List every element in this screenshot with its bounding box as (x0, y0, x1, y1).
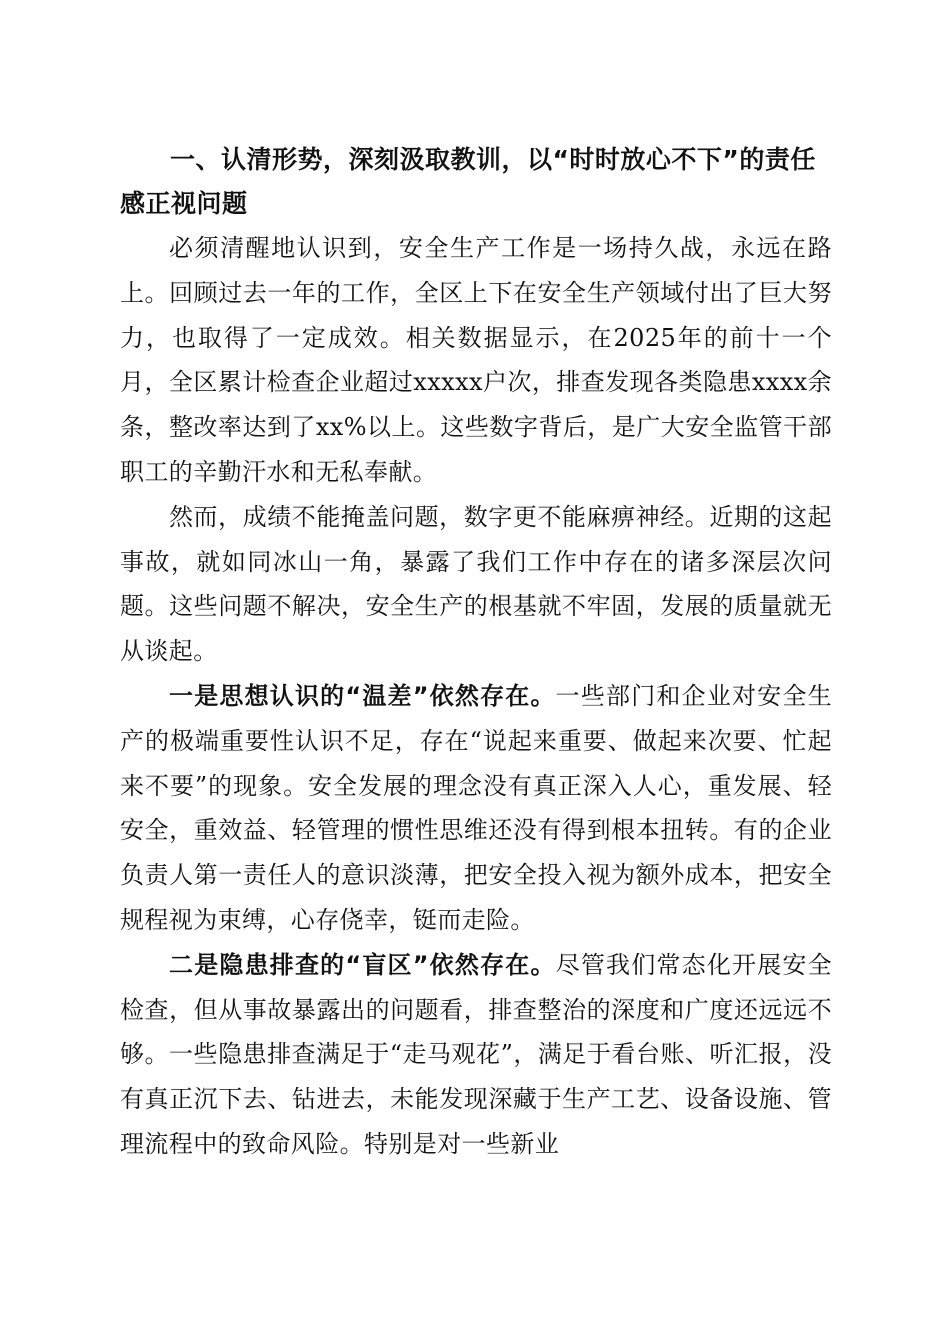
paragraph-blind-spot (120, 943, 832, 1167)
paragraph-problems (120, 495, 832, 674)
document-page (120, 138, 832, 1167)
paragraph-text: 必须清醒地认识到，安全生产工作是一场持久战，永远在路上。回顾过去一年的工作，全区上下在安全生产领域付出了巨大努力，也取得了一定成效。相关数据显示，在2025年的前十一个月，全区累计检查企业超过xxxxx户次，排查发现各类隐患xxxx余条，整改率达到了xx%以上。这些数字背后，是广大安全监管干部职工的辛勤汗水和无私奉献。 (120, 234, 832, 486)
paragraph-text: 一些部门和企业对安全生产的极端重要性认识不足，存在“说起来重要、做起来次要、忙起来不要”的现象。安全发展的理念没有真正深入人心，重发展、轻安全，重效益、轻管理的惯性思维还没有得到根本扭转。有的企业负责人第一责任人的意识淡薄，把安全投入视为额外成本，把安全规程视为束缚，心存侥幸，铤而走险。 (120, 681, 832, 934)
paragraph-lead: 一是思想认识的“温差”依然存在。 (169, 681, 556, 710)
paragraph-thinking-gap (120, 674, 832, 943)
paragraph-text: 然而，成绩不能掩盖问题，数字更不能麻痹神经。近期的这起事故，就如同冰山一角，暴露了我们工作中存在的诸多深层次问题。这些问题不解决，安全生产的根基就不牢固，发展的质量就无从谈起。 (120, 502, 832, 666)
paragraph-lead: 二是隐患排查的“盲区”依然存在。 (169, 950, 556, 979)
paragraph-review (120, 226, 832, 495)
paragraph-text: 尽管我们常态化开展安全检查，但从事故暴露出的问题看，排查整治的深度和广度还远远不够。一些隐患排查满足于“走马观花”，满足于看台账、听汇报，没有真正沉下去、钻进去，未能发现深藏于生产工艺、设备设施、管理流程中的致命风险。特别是对一些新业 (120, 950, 832, 1158)
section-heading: 一、认清形势，深刻汲取教训，以“时时放心不下”的责任感正视问题 (120, 145, 816, 218)
